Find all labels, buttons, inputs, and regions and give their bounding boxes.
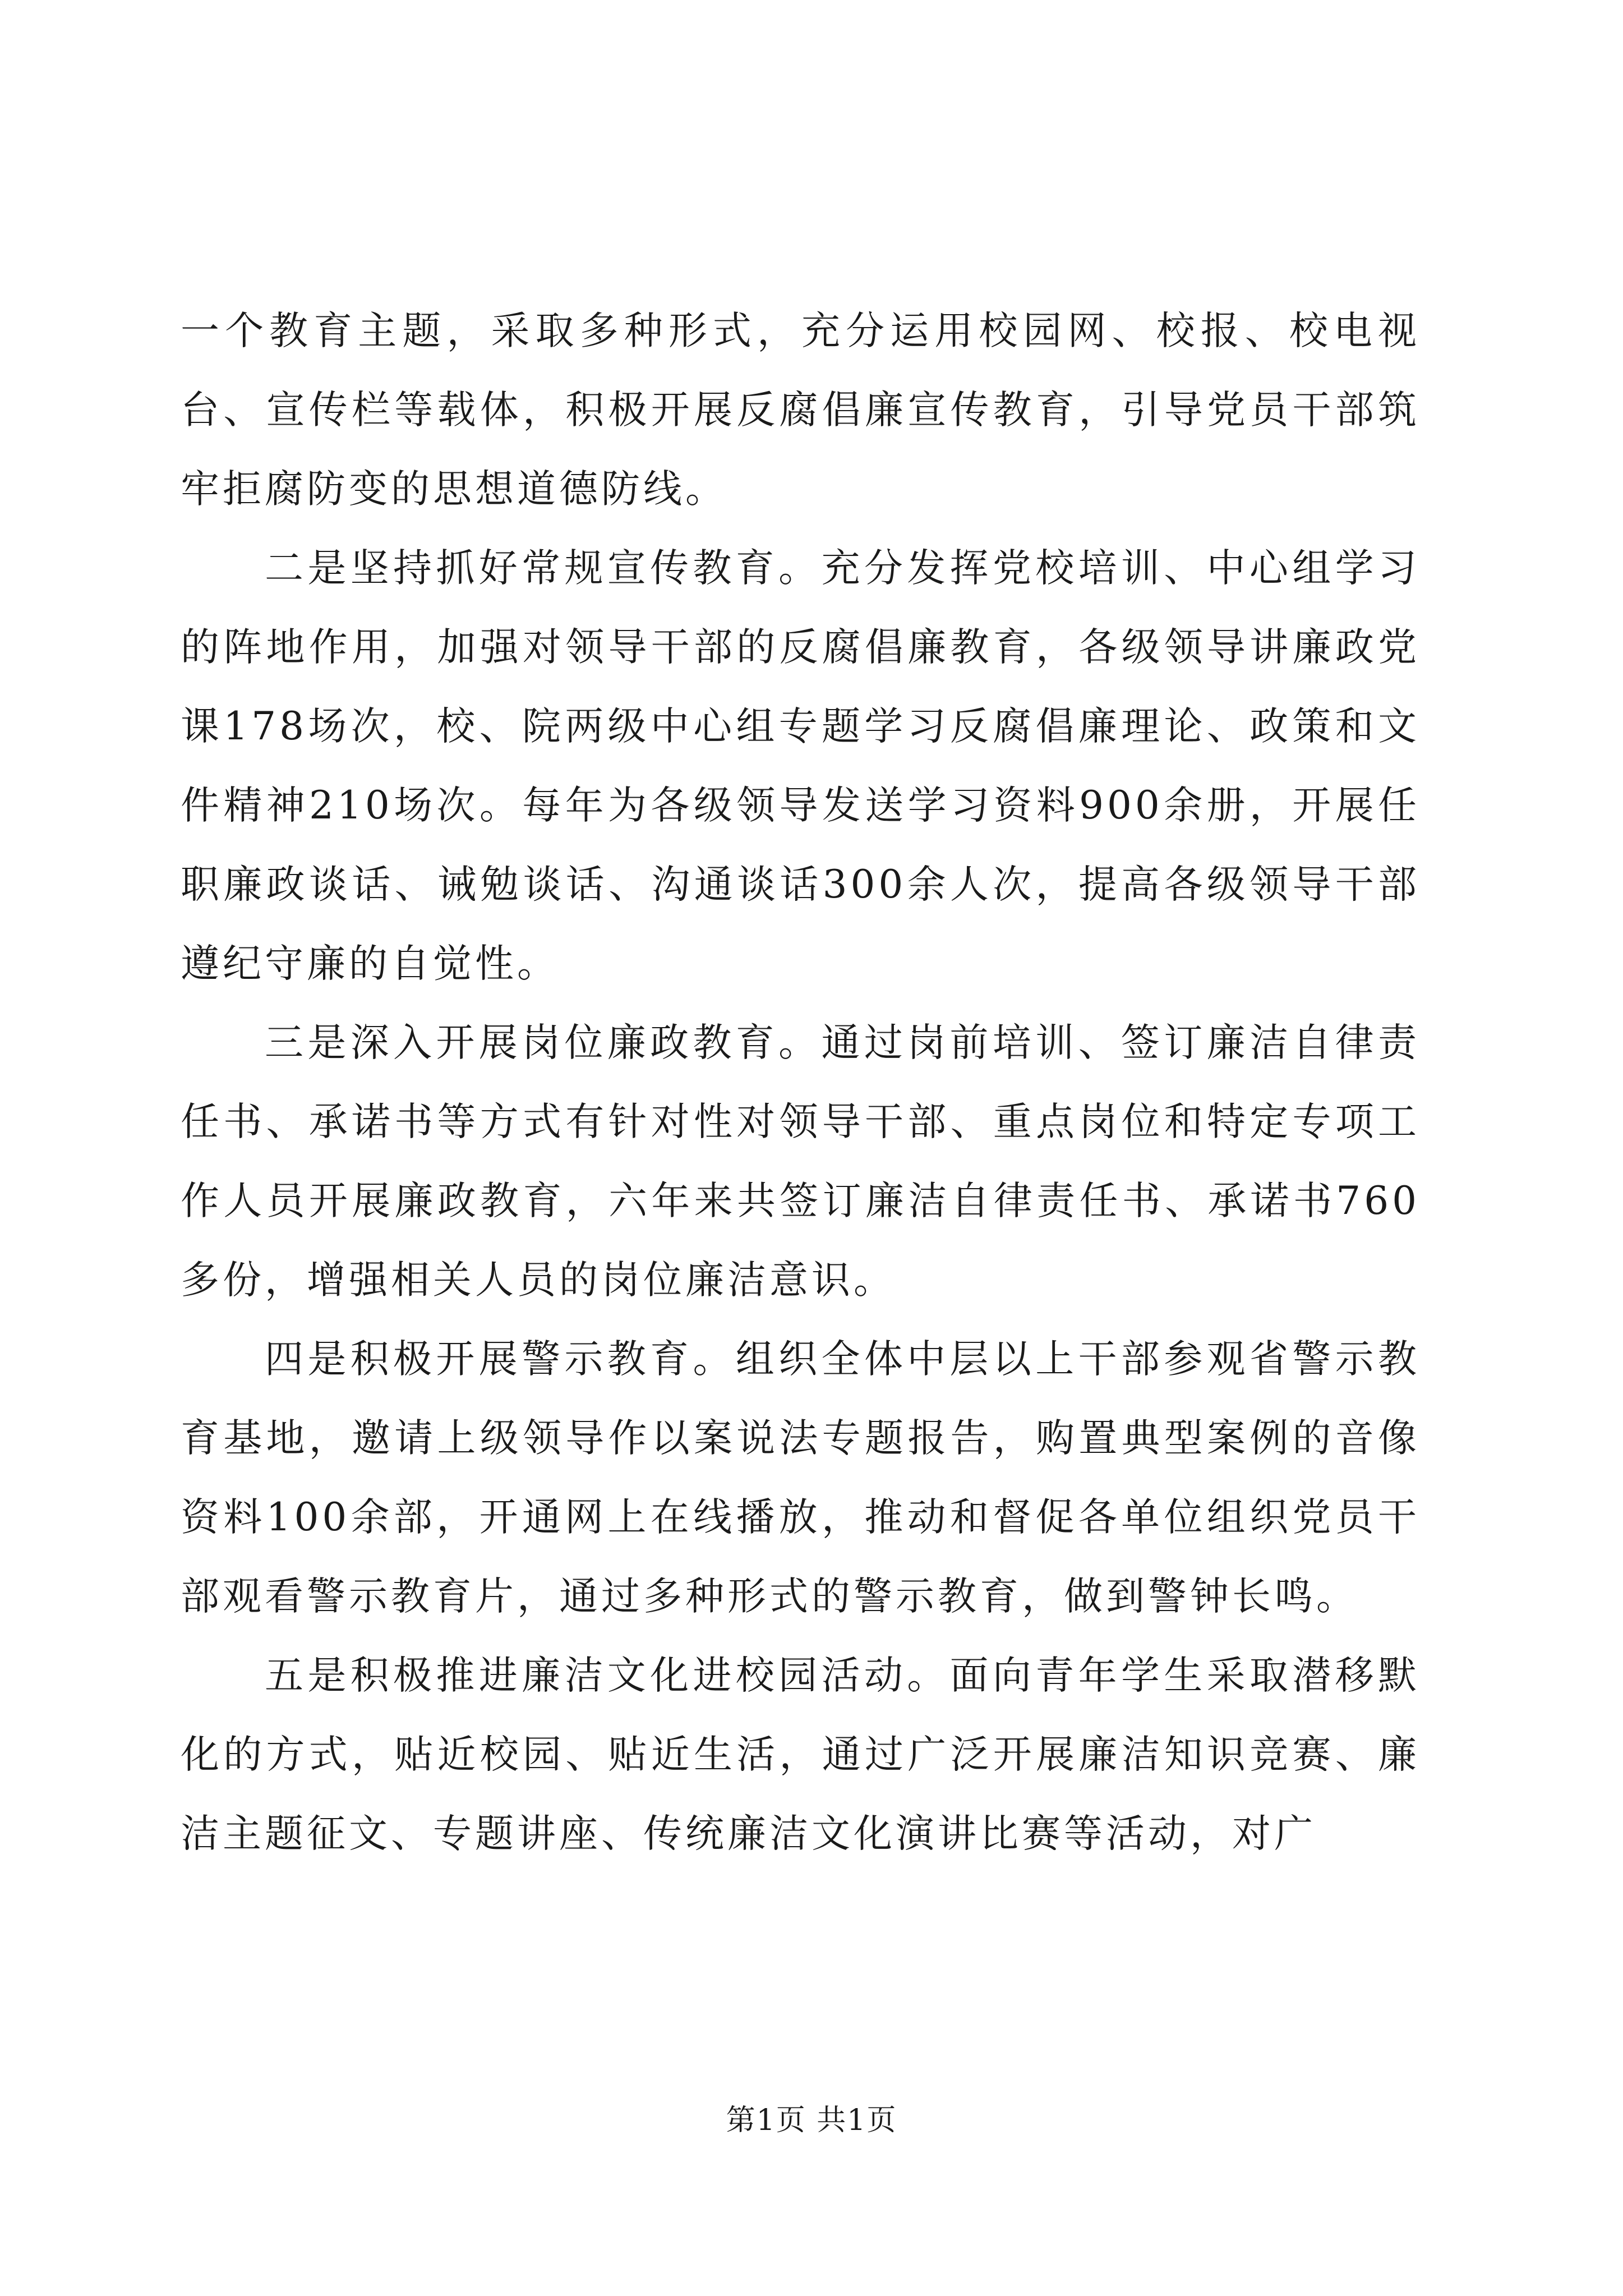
paragraph-post-education: 三是深入开展岗位廉政教育。通过岗前培训、签订廉洁自律责任书、承诺书等方式有针对性对领导干部、重点岗位和特定专项工作人员开展廉政教育，六年来共签订廉洁自律责任书、承诺书760多份，增强相关人员的岗位廉洁意识。 [181, 1020, 1420, 1303]
paragraph-routine-education: 二是坚持抓好常规宣传教育。充分发挥党校培训、中心组学习的阵地作用，加强对领导干部的反腐倡廉教育，各级领导讲廉政党课178场次，校、院两级中心组专题学习反腐倡廉理论、政策和文件精神210场次。每年为各级领导发送学习资料900余册，开展任职廉政谈话、诫勉谈话、沟通谈话300余人次，提高各级领导干部遵纪守廉的自觉性。 [181, 546, 1420, 986]
document-body [181, 292, 1420, 1874]
paragraph-warning-education: 四是积极开展警示教育。组织全体中层以上干部参观省警示教育基地，邀请上级领导作以案说法专题报告，购置典型案例的音像资料100余部，开通网上在线播放，推动和督促各单位组织党员干部观看警示教育片，通过多种形式的警示教育，做到警钟长鸣。 [181, 1337, 1420, 1619]
page-footer: 第1页 共1页 [726, 2104, 897, 2137]
paragraph-continuation: 一个教育主题，采取多种形式，充分运用校园网、校报、校电视台、宣传栏等载体，积极开展反腐倡廉宣传教育，引导党员干部筑牢拒腐防变的思想道德防线。 [181, 309, 1420, 512]
paragraph-campus-culture: 五是积极推进廉洁文化进校园活动。面向青年学生采取潜移默化的方式，贴近校园、贴近生活，通过广泛开展廉洁知识竞赛、廉洁主题征文、专题讲座、传统廉洁文化演讲比赛等活动，对广 [181, 1653, 1420, 1856]
